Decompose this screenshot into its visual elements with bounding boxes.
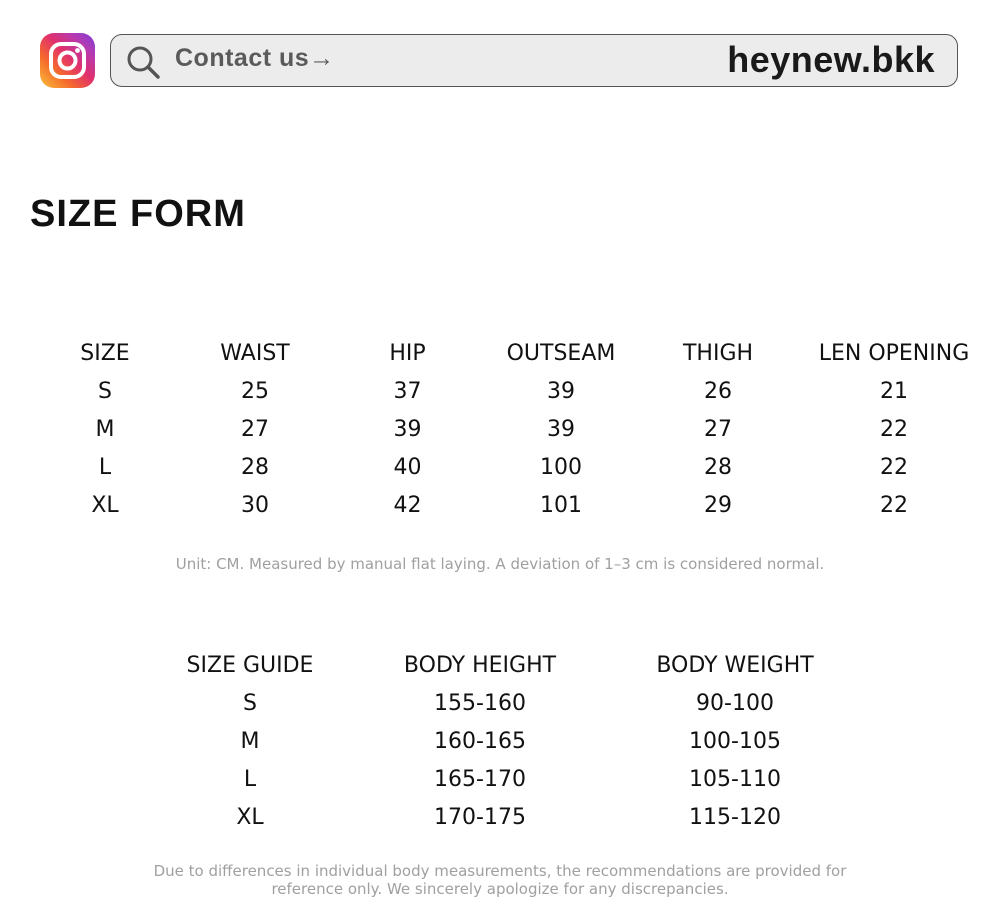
table-row bbox=[150, 760, 860, 798]
table-cell: L bbox=[98, 454, 112, 480]
table-row bbox=[150, 684, 860, 722]
table-cell: 30 bbox=[241, 492, 269, 518]
table-cell: 39 bbox=[547, 416, 575, 442]
size-measurement-table bbox=[30, 334, 989, 524]
col-header-body-height: BODY HEIGHT bbox=[403, 652, 557, 678]
table-cell: 165-170 bbox=[434, 766, 526, 792]
table-header-row bbox=[150, 646, 860, 684]
col-header-waist: WAIST bbox=[220, 340, 290, 366]
table-cell: 115-120 bbox=[689, 804, 781, 830]
table-cell: L bbox=[243, 766, 257, 792]
disclaimer-line: Due to differences in individual body measurements, the recommendations are provided for bbox=[153, 862, 847, 880]
table-cell: 155-160 bbox=[434, 690, 526, 716]
table-cell: S bbox=[98, 378, 112, 404]
table-cell: 100 bbox=[540, 454, 582, 480]
table-cell: 42 bbox=[393, 492, 422, 518]
table-row bbox=[150, 798, 860, 836]
table-cell: 101 bbox=[540, 492, 582, 518]
table-cell: 22 bbox=[880, 454, 908, 480]
col-header-thigh: THIGH bbox=[682, 340, 754, 366]
contact-search-bar[interactable] bbox=[110, 34, 958, 87]
table-cell: M bbox=[95, 416, 115, 442]
table-row bbox=[30, 486, 989, 524]
table-cell: 28 bbox=[241, 454, 269, 480]
table-cell: 39 bbox=[393, 416, 422, 442]
col-header-size: SIZE bbox=[80, 340, 130, 366]
disclaimer-note bbox=[0, 862, 1000, 898]
table-row bbox=[30, 448, 989, 486]
col-header-outseam: OUTSEAM bbox=[506, 340, 616, 366]
col-header-body-weight: BODY WEIGHT bbox=[656, 652, 814, 678]
col-header-len-opening: LEN OPENING bbox=[818, 340, 970, 366]
table-cell: XL bbox=[236, 804, 264, 830]
col-header-size-guide: SIZE GUIDE bbox=[186, 652, 314, 678]
table-cell: 27 bbox=[241, 416, 269, 442]
instagram-glyph-icon bbox=[40, 33, 95, 88]
brand-handle: heynew.bkk bbox=[727, 39, 935, 80]
table-row bbox=[30, 410, 989, 448]
table-cell: 21 bbox=[880, 378, 908, 404]
table-cell: 160-165 bbox=[434, 728, 526, 754]
col-header-hip: HIP bbox=[389, 340, 426, 366]
table-cell: 22 bbox=[880, 492, 908, 518]
page-title: SIZE FORM bbox=[30, 193, 246, 235]
table-cell: 29 bbox=[704, 492, 732, 518]
disclaimer-line: reference only. We sincerely apologize for any discrepancies. bbox=[271, 880, 729, 898]
table-cell: 22 bbox=[880, 416, 908, 442]
instagram-logo-icon[interactable] bbox=[40, 33, 95, 88]
table-cell: 170-175 bbox=[434, 804, 526, 830]
table-cell: 37 bbox=[393, 378, 422, 404]
table-cell: 105-110 bbox=[689, 766, 781, 792]
size-guide-table bbox=[150, 646, 860, 836]
contact-us-link[interactable]: Contact us→ bbox=[175, 44, 335, 72]
table-cell: M bbox=[240, 728, 260, 754]
table-cell: 39 bbox=[547, 378, 575, 404]
search-icon bbox=[124, 43, 162, 81]
table-cell: 27 bbox=[704, 416, 732, 442]
table-cell: 90-100 bbox=[696, 690, 774, 716]
table-cell: S bbox=[243, 690, 257, 716]
measurement-note: Unit: CM. Measured by manual flat laying. A deviation of 1–3 cm is considered normal. bbox=[175, 555, 825, 573]
table-row bbox=[30, 372, 989, 410]
table-cell: 28 bbox=[704, 454, 732, 480]
table-cell: XL bbox=[91, 492, 119, 518]
table-row bbox=[150, 722, 860, 760]
table-cell: 25 bbox=[241, 378, 269, 404]
table-header-row bbox=[30, 334, 989, 372]
table-cell: 100-105 bbox=[689, 728, 781, 754]
table-cell: 40 bbox=[393, 454, 422, 480]
table-cell: 26 bbox=[704, 378, 732, 404]
